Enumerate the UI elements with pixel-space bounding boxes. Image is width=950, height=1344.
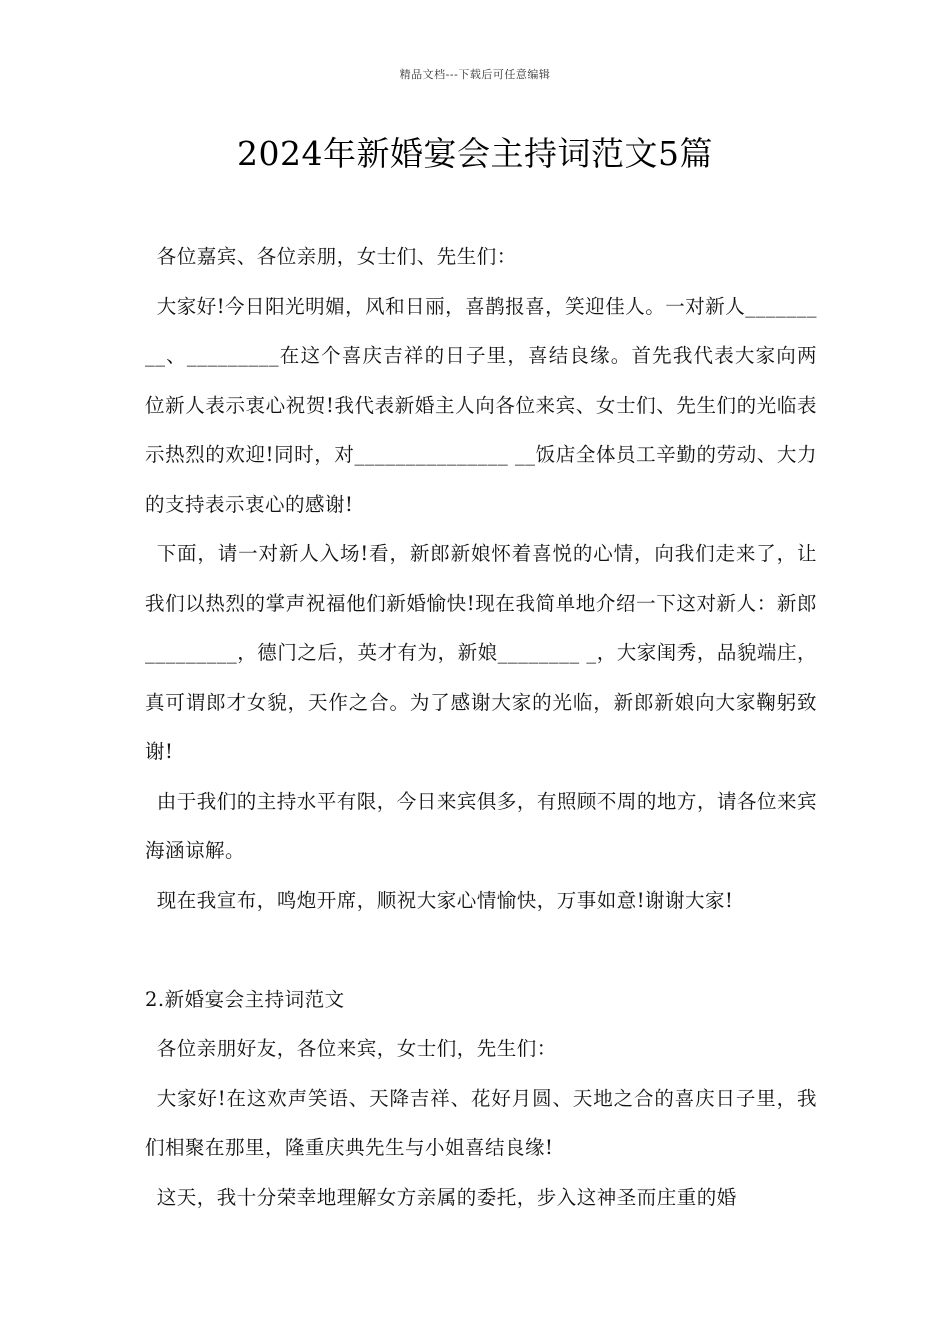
paragraph-apology: 由于我们的主持水平有限，今日来宾俱多，有照顾不周的地方，请各位来宾海涵谅解。 — [145, 789, 817, 862]
paragraph-introduction: 下面，请一对新人入场!看，新郎新娘怀着喜悦的心情，向我们走来了，让我们以热烈的掌声祝福他们新婚愉快!现在我简单地介绍一下这对新人：新郎_________，德门之后，英才有为，新娘________ _，大家闺秀，品貌端庄，真可谓郎才女貌，天作之合。为了感谢大家的光临，新郎新娘向大家鞠躬致谢! — [145, 542, 817, 763]
header-note: 精品文档---下载后可任意编辑 — [399, 68, 551, 81]
section2-greeting: 各位亲朋好友，各位来宾，女士们，先生们： — [156, 1037, 557, 1060]
paragraph-welcome: 大家好!今日阳光明媚，风和日丽，喜鹊报喜，笑迎佳人。一对新人_________、_________在这个喜庆吉祥的日子里，喜结良缘。首先我代表大家向两位新人表示衷心祝贺!我代表新婚主人向各位来宾、女士们、先生们的光临表示热烈的欢迎!同时，对_______________ __饭店全体员工辛勤的劳动、大力的支持表示衷心的感谢! — [145, 294, 817, 516]
section2-welcome: 大家好!在这欢声笑语、天降吉祥、花好月圆、天地之合的喜庆日子里，我们相聚在那里，隆重庆典先生与小姐喜结良缘! — [145, 1086, 817, 1159]
paragraph-greeting: 各位嘉宾、各位亲朋，女士们、先生们： — [156, 245, 517, 268]
document-title: 2024年新婚宴会主持词范文5篇 — [237, 134, 713, 173]
paragraph-announcement: 现在我宣布，鸣炮开席，顺祝大家心情愉快，万事如意!谢谢大家! — [156, 888, 734, 912]
document-body — [145, 232, 817, 1222]
section2-continuation: 这天，我十分荣幸地理解女方亲属的委托，步入这神圣而庄重的婚 — [156, 1185, 737, 1209]
section-heading: 2.新婚宴会主持词范文 — [145, 987, 345, 1011]
